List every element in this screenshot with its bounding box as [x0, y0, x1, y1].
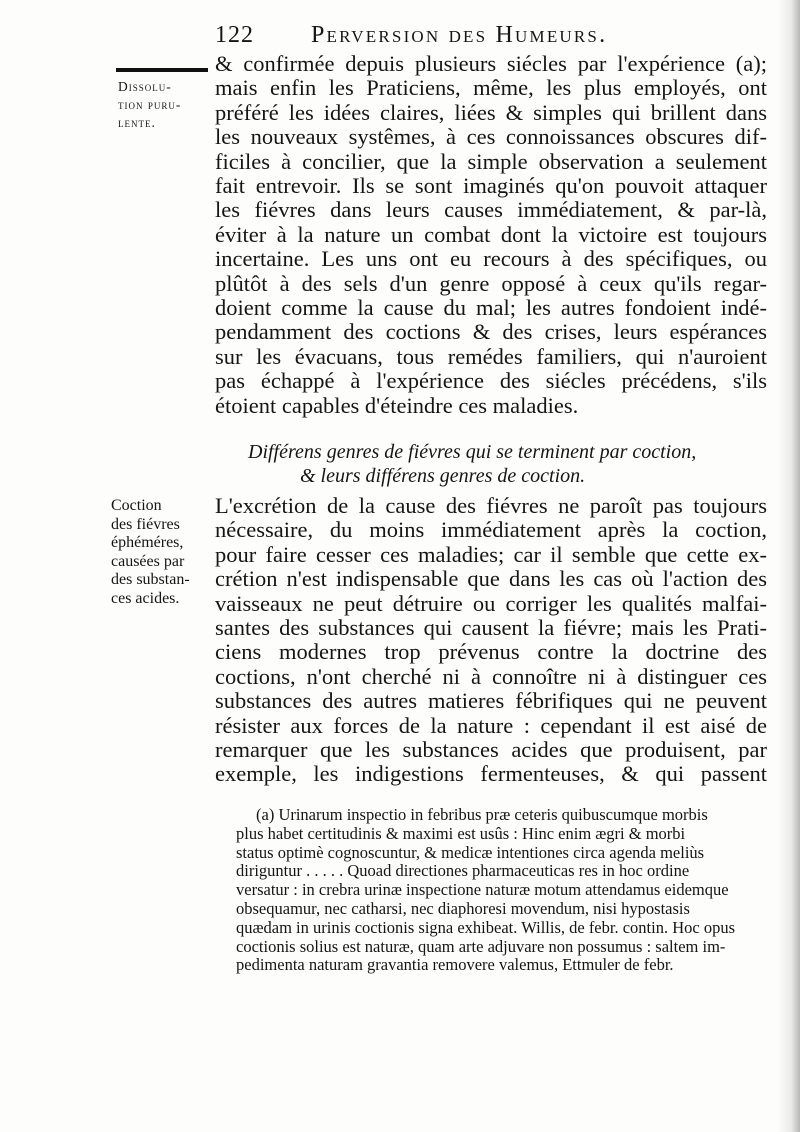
- text-line: remarquer que les substances acides que produisent, par: [215, 737, 767, 763]
- footnote-line: coctionis solius est naturæ, quam arte adjuvare non possumus : saltem im-: [236, 936, 726, 956]
- text-line: mais enfin les Praticiens, même, les plus employés, ont: [215, 75, 767, 101]
- text-line: crétion n'est indispensable que dans les cas où l'action des: [215, 566, 767, 592]
- footnote: [236, 806, 764, 975]
- subheading-line: & leurs différens genres de coction.: [300, 465, 586, 487]
- text-line: doient comme la cause du mal; les autres fondoient indé-: [215, 295, 767, 321]
- margin-note-line: éphéméres,: [111, 534, 184, 551]
- text-line: sur les évacuans, tous remédes familiers, qui n'auroient: [215, 343, 767, 369]
- text-line: résister aux forces de la nature : cependant il est aisé de: [215, 712, 767, 738]
- footnote-line: obsequamur, nec catharsi, nec diaphoresi movendum, nisi hypostasis: [236, 898, 690, 918]
- footnote-line: plus habet certitudinis & maximi est usûs : Hinc enim ægri & morbi: [236, 823, 686, 843]
- text-line: pendamment des coctions & des crises, leurs espérances: [215, 319, 767, 345]
- margin-note-line: Dissolu-: [118, 79, 172, 94]
- text-line: éviter à la nature un combat dont la victoire est toujours: [215, 221, 767, 247]
- footnote-line: pedimenta naturam gravantia removere valemus, Ettmuler de febr.: [236, 955, 674, 975]
- text-line: ciens modernes trop prévenus contre la doctrine des: [215, 639, 767, 665]
- page-edge-shadow: [778, 0, 800, 1132]
- margin-note-line: des substan-: [111, 571, 190, 588]
- page-number: 122: [215, 22, 254, 48]
- text-line: substances des autres matieres fébrifiques qui ne peuvent: [215, 688, 767, 714]
- margin-note-coction: [111, 497, 215, 608]
- margin-note-line: Coction: [111, 497, 162, 514]
- text-line: pour faire cesser ces maladies; car il semble que cette ex-: [215, 541, 767, 567]
- text-line: les fiévres dans leurs causes immédiatement, & par-là,: [215, 197, 767, 223]
- margin-note-line: lente.: [118, 115, 156, 130]
- text-line: plûtôt à des sels d'un genre opposé à ceux qu'ils regar-: [215, 270, 767, 296]
- margin-note-line: tion puru-: [118, 97, 182, 112]
- text-line: & confirmée depuis plusieurs siécles par l'expérience (a);: [215, 51, 767, 76]
- text-line: vaisseaux ne peut détruire ou corriger les qualités malfai-: [215, 590, 767, 616]
- text-line: coctions, n'ont cherché ni à connoître ni à distinguer ces: [215, 663, 767, 689]
- text-line: fait entrevoir. Ils se sont imaginés qu'on pouvoit attaquer: [215, 173, 767, 199]
- footnote-line: quædam in urinis coctionis signa exhibeat. Willis, de febr. contin. Hoc opus: [236, 917, 735, 937]
- text-line: incertaine. Les uns ont eu recours à des spécifiques, ou: [215, 246, 767, 272]
- section-subheading: [248, 440, 748, 488]
- footnote-line: diriguntur . . . . . Quoad directiones pharmaceuticas res in hoc ordine: [236, 861, 690, 881]
- footnote-line: status optimè cognoscuntur, & medicæ intentiones circa agenda meliùs: [236, 842, 705, 862]
- margin-note-dissolution: [118, 78, 214, 132]
- text-line: santes des substances qui causent la fiévre; mais les Prati-: [215, 615, 767, 641]
- text-line: exemple, les indigestions fermenteuses, & qui passent: [215, 761, 767, 787]
- body-paragraph-2: [215, 494, 767, 787]
- text-line: L'excrétion de la cause des fiévres ne paroît pas toujours: [215, 493, 767, 518]
- section-rule: [116, 68, 208, 72]
- footnote-line: versatur : in crebra urinæ inspectione naturæ motum attendamus eidemque: [236, 880, 729, 900]
- text-line: préféré les idées claires, liées & simples qui brillent dans: [215, 99, 767, 125]
- page-header: [215, 22, 775, 52]
- margin-note-line: causées par: [111, 552, 185, 570]
- margin-note-line: des fiévres: [111, 515, 180, 533]
- running-title: Perversion des Humeurs.: [311, 22, 608, 48]
- subheading-line: Différens genres de fiévres qui se terminent par coction,: [248, 441, 697, 463]
- text-line: pas échappé à l'expérience des siécles précédens, s'ils: [215, 368, 767, 394]
- margin-note-line: ces acides.: [111, 589, 180, 607]
- body-paragraph-1: [215, 52, 767, 418]
- text-line: ficiles à concilier, que la simple observation a seulement: [215, 148, 767, 174]
- text-line: nécessaire, du moins immédiatement après la coction,: [215, 517, 767, 543]
- text-line: étoient capables d'éteindre ces maladies.: [215, 392, 579, 418]
- footnote-line: (a) Urinarum inspectio in febribus præ ceteris quibuscumque morbis: [256, 805, 708, 824]
- text-line: les nouveaux systêmes, à ces connoissances obscures dif-: [215, 124, 767, 150]
